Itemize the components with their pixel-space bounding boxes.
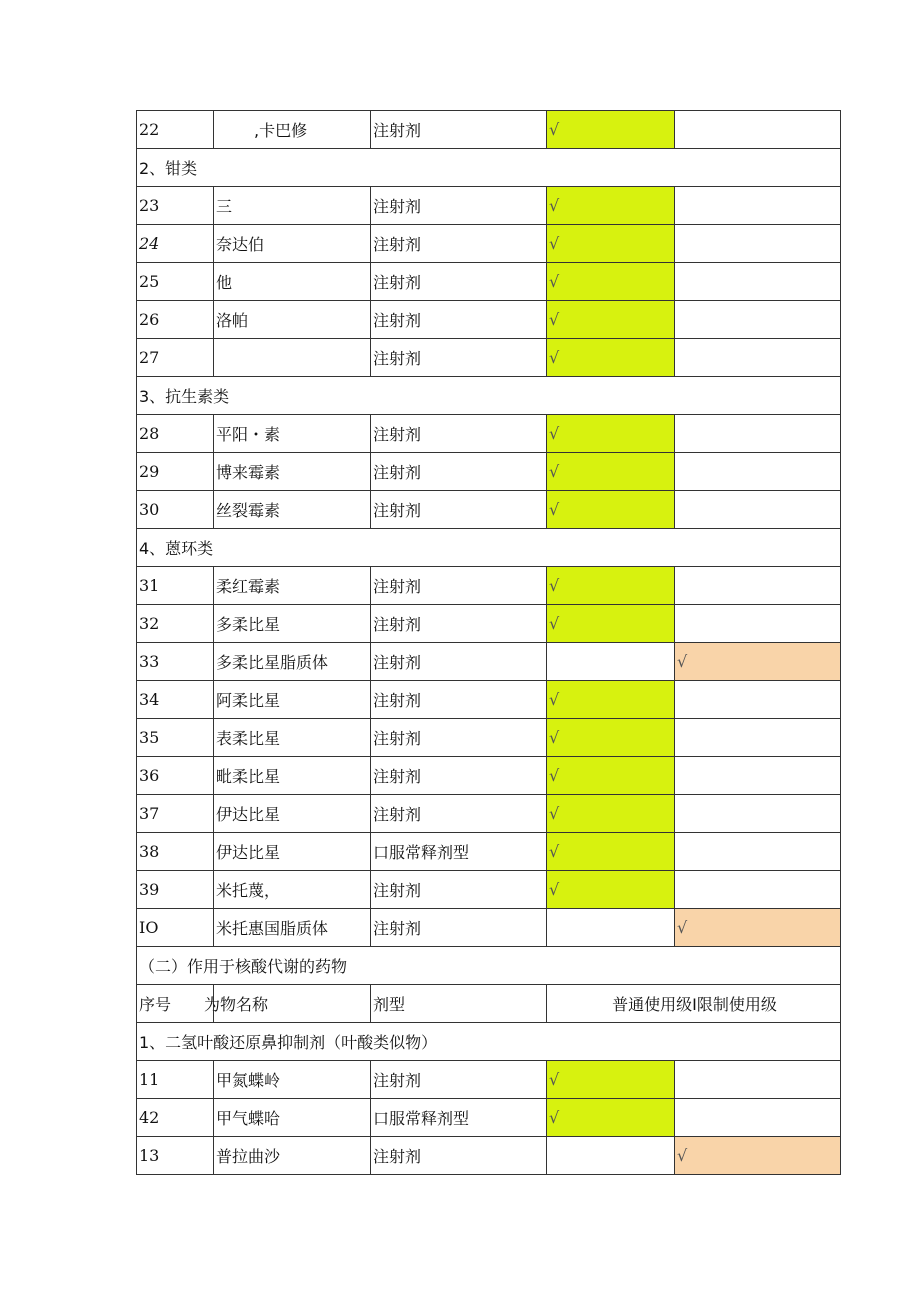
general-level-cell: √ (547, 1061, 675, 1099)
dosage-form: 注射剂 (371, 187, 547, 225)
drug-name: 米托蔑， (214, 871, 371, 909)
drug-name: 普拉曲沙 (214, 1137, 371, 1175)
row-number: 31 (137, 567, 214, 605)
restricted-level-cell (675, 187, 841, 225)
general-level-cell (547, 643, 675, 681)
row-number: 33 (137, 643, 214, 681)
dosage-form: 注射剂 (371, 453, 547, 491)
general-level-cell: √ (547, 605, 675, 643)
restricted-level-cell (675, 339, 841, 377)
table-row (137, 871, 841, 909)
row-number: 25 (137, 263, 214, 301)
dosage-form: 注射剂 (371, 719, 547, 757)
restricted-level-cell: √ (675, 643, 841, 681)
row-number: 26 (137, 301, 214, 339)
drug-name: 博来霉素 (214, 453, 371, 491)
table-row (137, 567, 841, 605)
table-row (137, 1099, 841, 1137)
restricted-level-cell (675, 567, 841, 605)
table-row (137, 795, 841, 833)
dosage-form: 注射剂 (371, 491, 547, 529)
restricted-level-cell (675, 871, 841, 909)
dosage-form: 注射剂 (371, 225, 547, 263)
general-level-cell: √ (547, 187, 675, 225)
drug-name: 多柔比星脂质体 (214, 643, 371, 681)
dosage-form: 注射剂 (371, 795, 547, 833)
table-row (137, 1061, 841, 1099)
table-row (137, 187, 841, 225)
general-level-cell (547, 909, 675, 947)
dosage-form: 注射剂 (371, 301, 547, 339)
table-row (137, 681, 841, 719)
drug-name: 平阳・素 (214, 415, 371, 453)
restricted-level-cell (675, 225, 841, 263)
row-number: 13 (137, 1137, 214, 1175)
general-level-cell (547, 1137, 675, 1175)
dosage-form: 注射剂 (371, 871, 547, 909)
row-number: 39 (137, 871, 214, 909)
dosage-form: 注射剂 (371, 111, 547, 149)
table-row (137, 605, 841, 643)
dosage-form: 口服常释剂型 (371, 1099, 547, 1137)
table-row (137, 909, 841, 947)
group-row (137, 377, 841, 415)
table-row (137, 301, 841, 339)
general-level-cell: √ (547, 111, 675, 149)
dosage-form: 注射剂 (371, 605, 547, 643)
general-level-cell: √ (547, 757, 675, 795)
table-row (137, 643, 841, 681)
group-title: 2、钳类 (137, 149, 841, 187)
row-number: 29 (137, 453, 214, 491)
general-level-cell: √ (547, 871, 675, 909)
header-form: 剂型 (371, 985, 547, 1023)
general-level-cell: √ (547, 719, 675, 757)
dosage-form: 口服常释剂型 (371, 833, 547, 871)
restricted-level-cell (675, 719, 841, 757)
group-row (137, 947, 841, 985)
row-number: 22 (137, 111, 214, 149)
row-number: 28 (137, 415, 214, 453)
header-no: 序号 (137, 985, 214, 1023)
header-row (137, 985, 841, 1023)
drug-name: 柔红霉素 (214, 567, 371, 605)
group-title: 3、抗生素类 (137, 377, 841, 415)
drug-table (136, 110, 841, 1175)
row-number: 42 (137, 1099, 214, 1137)
drug-name: 奈达伯 (214, 225, 371, 263)
dosage-form: 注射剂 (371, 757, 547, 795)
header-levels: 普通使用级I限制使用级 (547, 985, 841, 1023)
row-number: 35 (137, 719, 214, 757)
row-number: 38 (137, 833, 214, 871)
drug-name: 阿柔比星 (214, 681, 371, 719)
restricted-level-cell (675, 1099, 841, 1137)
drug-name: 洛帕 (214, 301, 371, 339)
table-row (137, 225, 841, 263)
general-level-cell: √ (547, 491, 675, 529)
restricted-level-cell: √ (675, 1137, 841, 1175)
row-number: 34 (137, 681, 214, 719)
drug-name: 毗柔比星 (214, 757, 371, 795)
dosage-form: 注射剂 (371, 263, 547, 301)
table-row (137, 491, 841, 529)
general-level-cell: √ (547, 263, 675, 301)
row-number: 37 (137, 795, 214, 833)
dosage-form: 注射剂 (371, 643, 547, 681)
table-row (137, 263, 841, 301)
general-level-cell: √ (547, 1099, 675, 1137)
group-row (137, 149, 841, 187)
row-number: 36 (137, 757, 214, 795)
general-level-cell: √ (547, 795, 675, 833)
restricted-level-cell (675, 1061, 841, 1099)
drug-name: 甲氮蝶岭 (214, 1061, 371, 1099)
table-row (137, 833, 841, 871)
group-title: 1、二氢叶酸还原鼻抑制剂（叶酸类似物） (137, 1023, 841, 1061)
header-name: 为物名称 (214, 985, 371, 1023)
row-number: 32 (137, 605, 214, 643)
table-row (137, 339, 841, 377)
drug-name: 多柔比星 (214, 605, 371, 643)
restricted-level-cell (675, 757, 841, 795)
drug-name: 伊达比星 (214, 795, 371, 833)
table-row (137, 1137, 841, 1175)
row-number: 27 (137, 339, 214, 377)
general-level-cell: √ (547, 567, 675, 605)
dosage-form: 注射剂 (371, 415, 547, 453)
drug-name: 他 (214, 263, 371, 301)
restricted-level-cell: √ (675, 909, 841, 947)
table-row (137, 453, 841, 491)
restricted-level-cell (675, 681, 841, 719)
general-level-cell: √ (547, 833, 675, 871)
dosage-form: 注射剂 (371, 1061, 547, 1099)
general-level-cell: √ (547, 681, 675, 719)
dosage-form: 注射剂 (371, 909, 547, 947)
group-title: 4、蒽环类 (137, 529, 841, 567)
table-row (137, 415, 841, 453)
group-title: （二）作用于核酸代谢的药物 (137, 947, 841, 985)
table-row (137, 757, 841, 795)
restricted-level-cell (675, 491, 841, 529)
restricted-level-cell (675, 453, 841, 491)
row-number: 30 (137, 491, 214, 529)
table-row (137, 719, 841, 757)
restricted-level-cell (675, 415, 841, 453)
drug-name: ,卡巴修 (214, 111, 371, 149)
restricted-level-cell (675, 605, 841, 643)
group-row (137, 529, 841, 567)
drug-name: 甲气蝶哈 (214, 1099, 371, 1137)
general-level-cell: √ (547, 415, 675, 453)
drug-name: 丝裂霉素 (214, 491, 371, 529)
table-row (137, 111, 841, 149)
restricted-level-cell (675, 795, 841, 833)
general-level-cell: √ (547, 339, 675, 377)
row-number: IO (137, 909, 214, 947)
row-number: 24 (137, 225, 214, 263)
dosage-form: 注射剂 (371, 339, 547, 377)
drug-name: 米托惠国脂质体 (214, 909, 371, 947)
drug-name: 伊达比星 (214, 833, 371, 871)
row-number: 11 (137, 1061, 214, 1099)
drug-name: 三 (214, 187, 371, 225)
restricted-level-cell (675, 301, 841, 339)
general-level-cell: √ (547, 453, 675, 491)
drug-name: 表柔比星 (214, 719, 371, 757)
row-number: 23 (137, 187, 214, 225)
dosage-form: 注射剂 (371, 567, 547, 605)
restricted-level-cell (675, 111, 841, 149)
general-level-cell: √ (547, 225, 675, 263)
drug-name (214, 339, 371, 377)
restricted-level-cell (675, 263, 841, 301)
dosage-form: 注射剂 (371, 1137, 547, 1175)
group-row (137, 1023, 841, 1061)
dosage-form: 注射剂 (371, 681, 547, 719)
restricted-level-cell (675, 833, 841, 871)
general-level-cell: √ (547, 301, 675, 339)
